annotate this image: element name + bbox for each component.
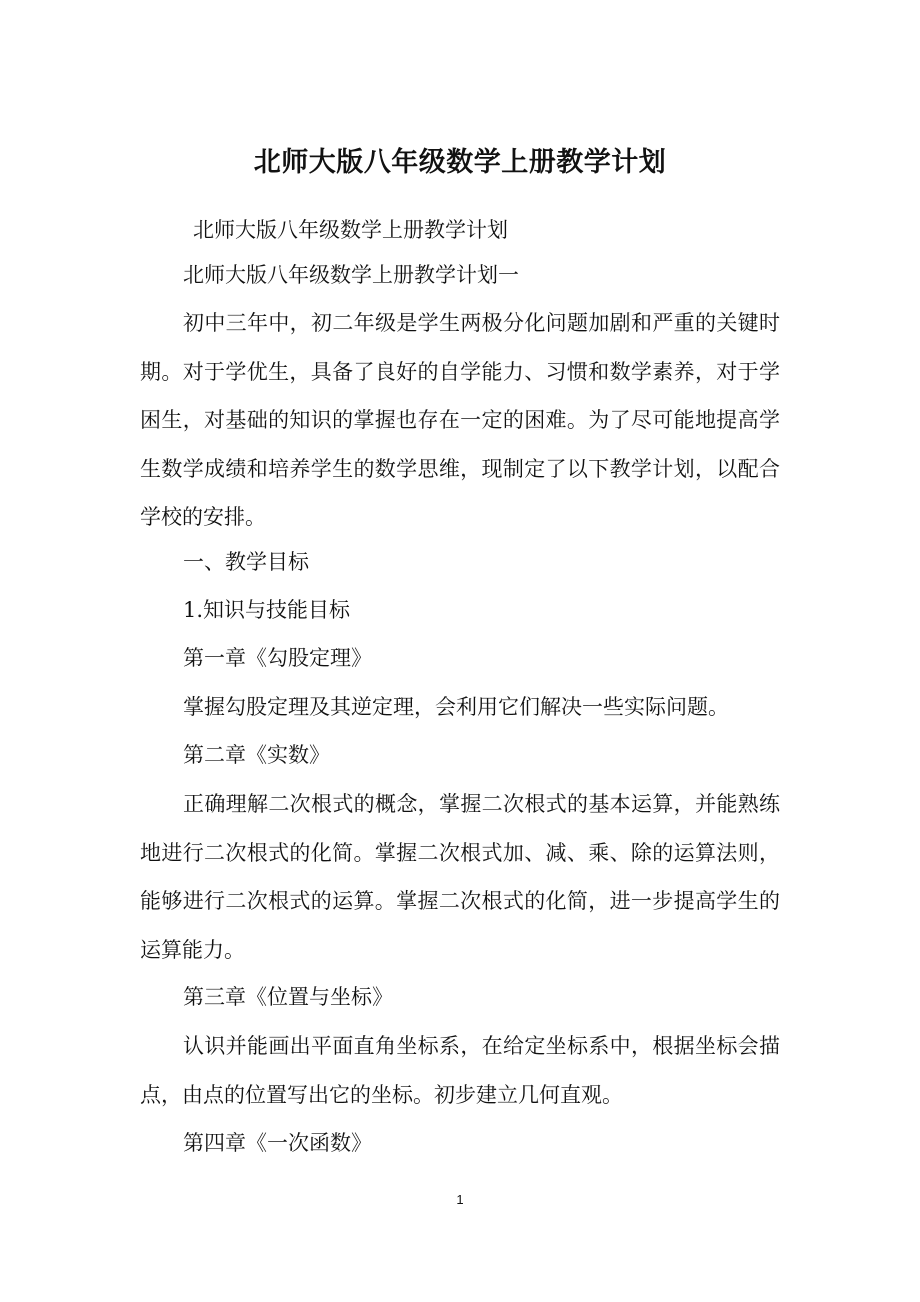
chapter-3-heading: 第三章《位置与坐标》 bbox=[183, 985, 393, 1009]
chapter-4-heading: 第四章《一次函数》 bbox=[183, 1131, 372, 1155]
chapter-3-content: 认识并能画出平面直角坐标系，在给定坐标系中，根据坐标会描点，由点的位置写出它的坐标。初步建立几何直观。 bbox=[140, 1034, 780, 1107]
intro-paragraph: 初中三年中，初二年级是学生两极分化问题加剧和严重的关键时期。对于学优生，具备了良好的自学能力、习惯和数学素养，对于学困生，对基础的知识的掌握也存在一定的困难。为了尽可能地提高学生数学成绩和培养学生的数学思维，现制定了以下教学计划，以配合学校的安排。 bbox=[140, 311, 780, 529]
page-number: 1 bbox=[456, 1192, 464, 1207]
section-heading-plan-one: 北师大版八年级数学上册教学计划一 bbox=[183, 263, 519, 287]
chapter-1-content: 掌握勾股定理及其逆定理，会利用它们解决一些实际问题。 bbox=[183, 695, 729, 719]
document-title: 北师大版八年级数学上册教学计划 bbox=[253, 147, 667, 178]
chapter-1-heading: 第一章《勾股定理》 bbox=[183, 646, 372, 670]
subsection-heading-knowledge: 1.知识与技能目标 bbox=[183, 598, 351, 622]
subtitle-paragraph: 北师大版八年级数学上册教学计划 bbox=[193, 218, 508, 242]
chapter-2-heading: 第二章《实数》 bbox=[183, 743, 330, 767]
chapter-2-content: 正确理解二次根式的概念，掌握二次根式的基本运算，并能熟练地进行二次根式的化简。掌握二次根式加、减、乘、除的运算法则，能够进行二次根式的运算。掌握二次根式的化简，进一步提高学生的运算能力。 bbox=[140, 792, 780, 962]
section-heading-goals: 一、教学目标 bbox=[183, 550, 309, 574]
